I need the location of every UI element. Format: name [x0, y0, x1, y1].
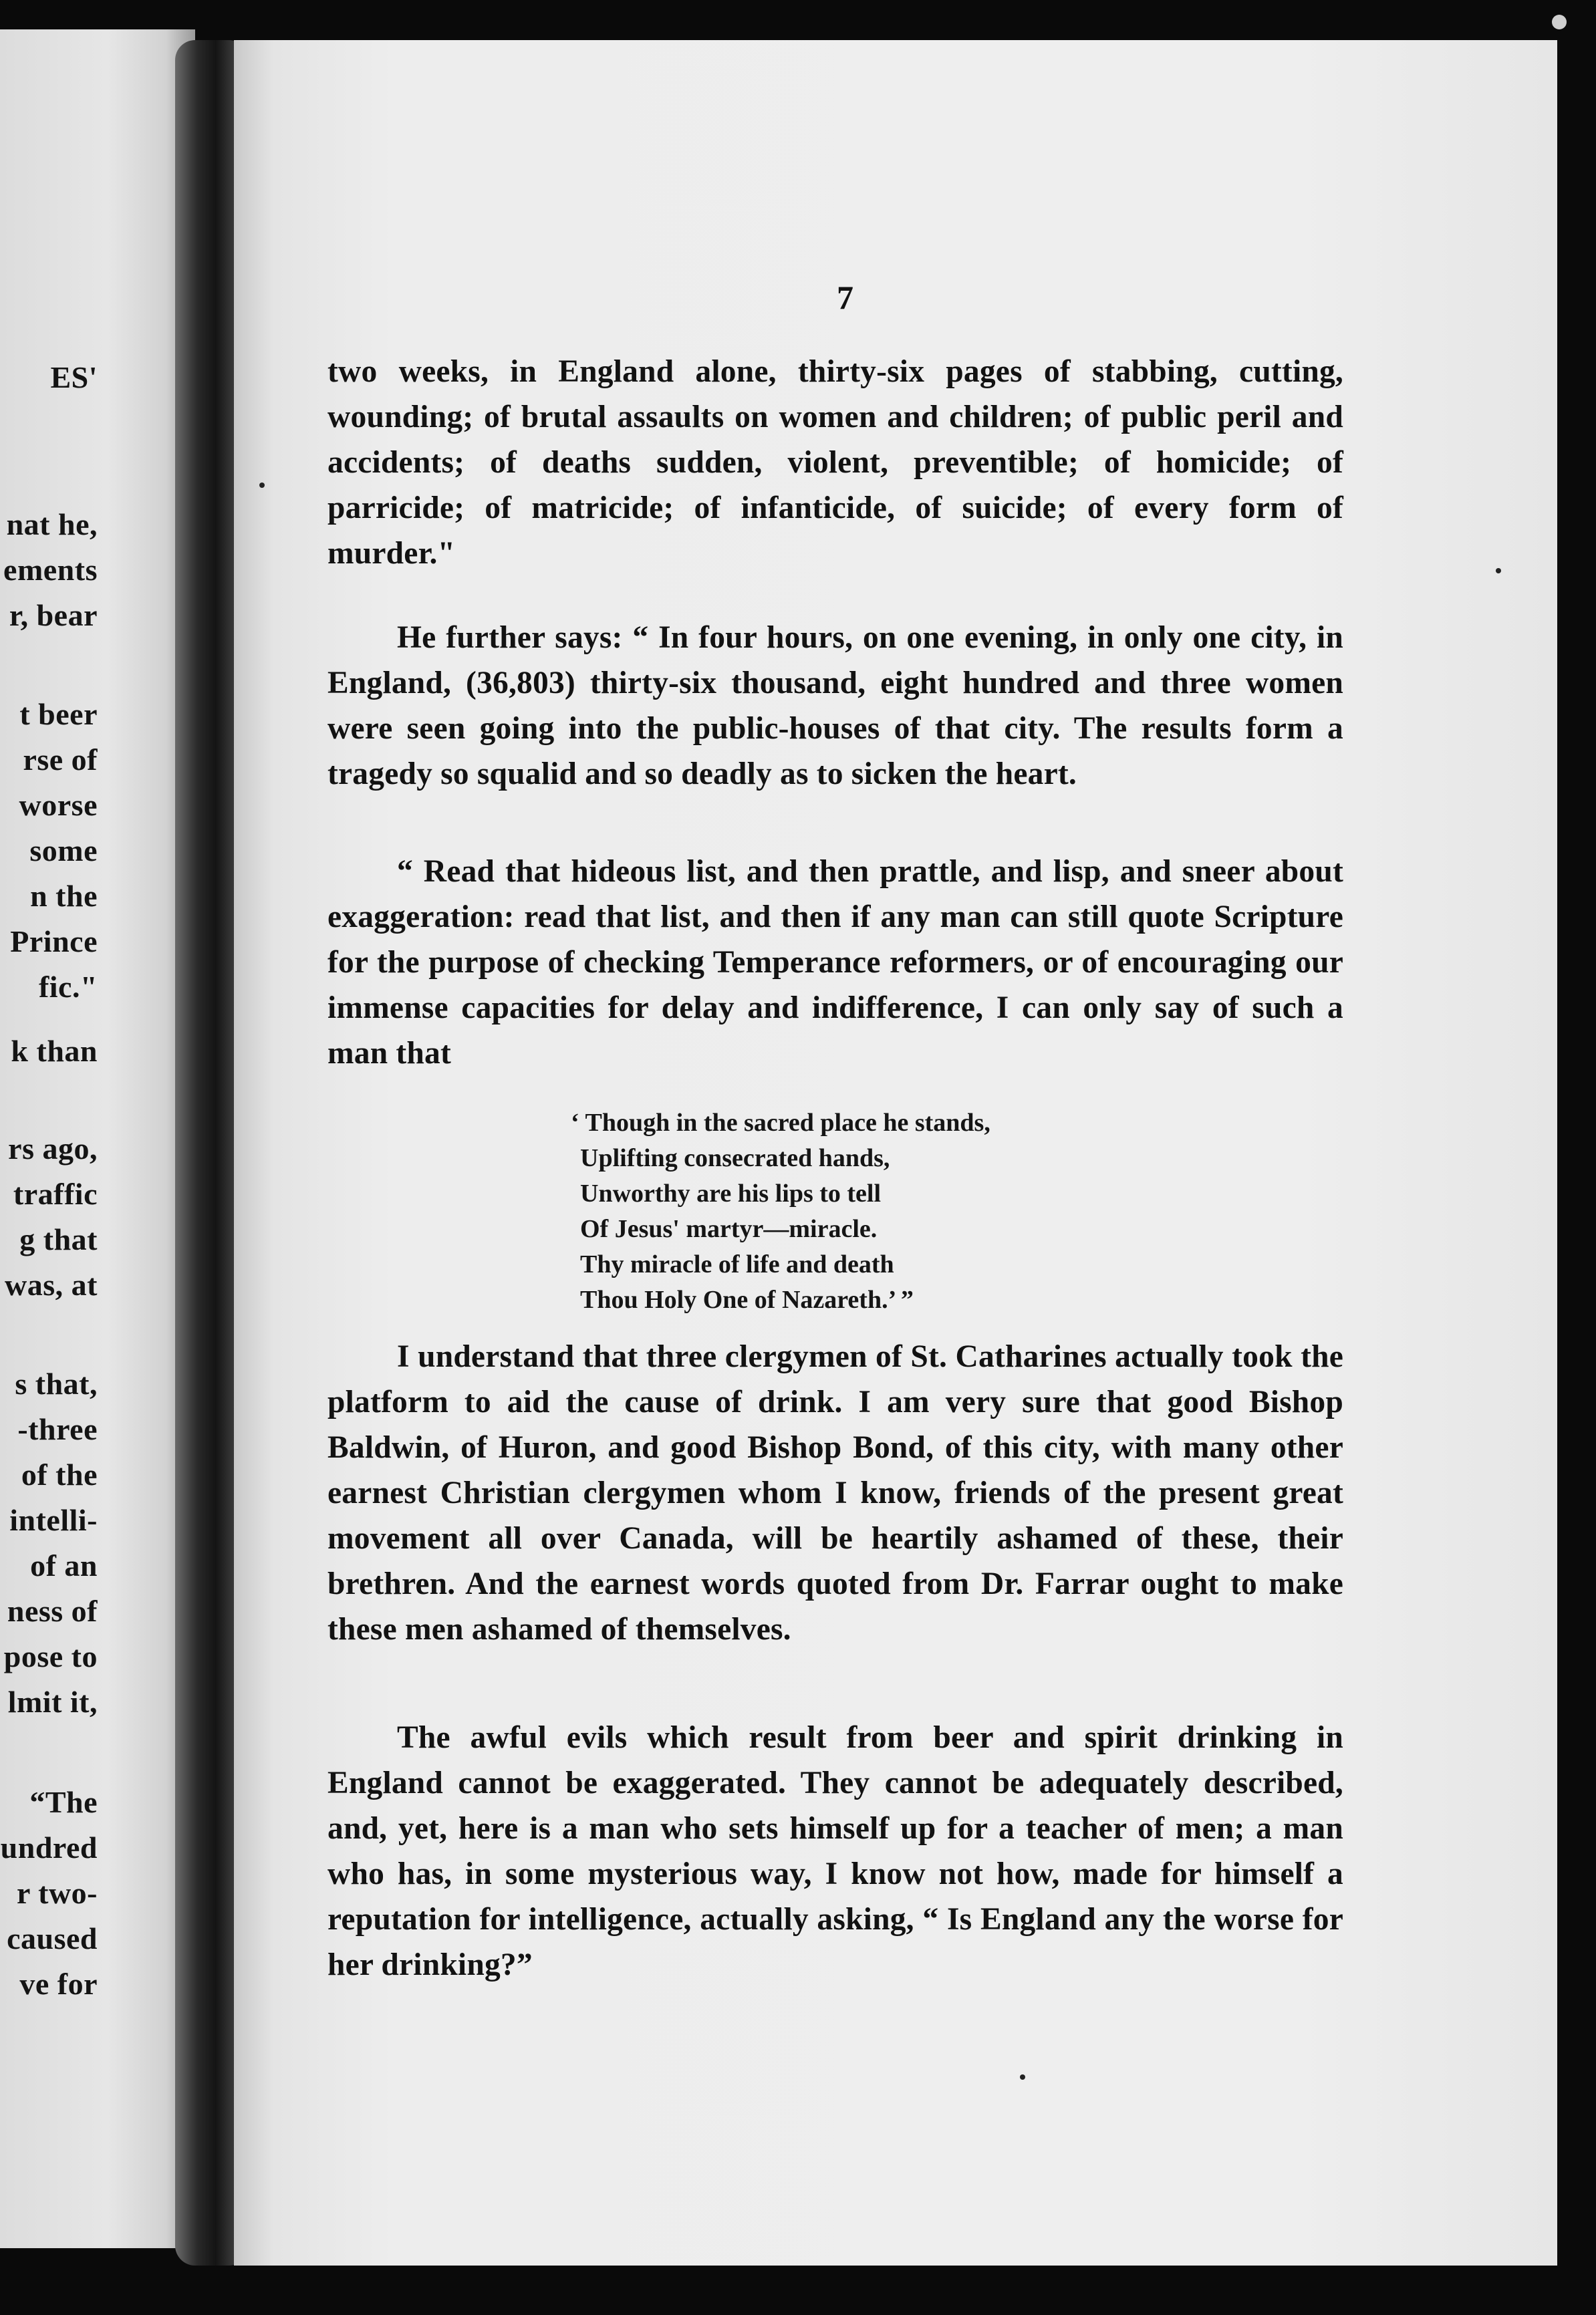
left-page-line: r two-	[17, 1876, 98, 1910]
left-page-line: undred	[0, 1830, 98, 1865]
left-page-line: caused	[7, 1921, 98, 1955]
paragraph-clergymen: I understand that three clergymen of St. Catharines actually took the platform to aid the cause of drink. I am very sure that good Bishop Baldwin, of Huron, and good Bishop Bond, of this city, with many other earnest Christian clergymen whom I know, friends of the present great movement all over Canada, will be heartily ashamed of these, their brethren. And the earnest words quoted from Dr. Farrar ought to make these men ashamed of themselves.	[327, 1339, 1343, 1647]
verse-line: Thy miracle of life and death	[580, 1250, 894, 1278]
left-page-line: n the	[30, 879, 98, 913]
left-page-line: t beer	[19, 697, 98, 731]
left-page-line: lmit it,	[7, 1685, 98, 1719]
left-page-line: ve for	[19, 1967, 98, 2001]
left-page-line: s that,	[15, 1367, 98, 1401]
facing-page-left	[0, 29, 195, 2248]
paragraph-continuation: two weeks, in England alone, thirty-six pages of stabbing, cutting, wounding; of brutal assaults on women and children; of public peril and accidents; of deaths sudden, violent, preventible; of homicide; of parricide; of matricide; of infanticide, of suicide; of every form of murder."	[327, 354, 1343, 571]
left-page-line: k than	[11, 1034, 98, 1068]
left-page-line: of the	[21, 1458, 98, 1492]
left-page-line: r, bear	[9, 598, 98, 632]
scan-corner-mark	[1552, 15, 1567, 29]
quoted-verse	[571, 1105, 990, 1318]
print-speck	[1496, 568, 1501, 573]
left-page-line: nat he,	[6, 507, 98, 541]
left-page-line: of an	[30, 1548, 98, 1583]
paragraph-hideous-list: “ Read that hideous list, and then prattle, and lisp, and sneer about exaggeration: read that list, and then if any man can still quote Scripture for the purpose of checking Temperance reformers, or of encouraging our immense capacities for delay and indifference, I can only say of such a man that	[327, 854, 1343, 1071]
left-page-line: rse of	[23, 742, 98, 777]
print-speck	[259, 483, 265, 488]
verse-line: Thou Holy One of Nazareth.’ ”	[580, 1286, 914, 1314]
verse-line: Unworthy are his lips to tell	[580, 1180, 882, 1208]
left-page-line: intelli-	[9, 1503, 98, 1537]
verse-line: Of Jesus' martyr—miracle.	[580, 1215, 878, 1243]
paragraph-further-says: He further says: “ In four hours, on one evening, in only one city, in England, (36,803) thirty-six thousand, eight hundred and three women were seen going into the public-houses of that city. The results form a tragedy so squalid and so deadly as to sicken the heart.	[327, 620, 1343, 791]
left-page-line: worse	[19, 788, 98, 822]
paragraph-awful-evils: The awful evils which result from beer and spirit drinking in England cannot be exaggerated. They cannot be adequately described, and, yet, here is a man who sets himself up for a teacher of men; a man who has, in some mysterious way, I know not how, made for himself a reputation for intelligence, actually asking, “ Is England any the worse for her drinking?”	[327, 1720, 1343, 1982]
left-page-line: rs ago,	[8, 1131, 98, 1166]
left-page-line: traffic	[13, 1177, 98, 1211]
left-page-line: Prince	[10, 924, 98, 958]
left-page-line: fic."	[38, 970, 98, 1004]
print-speck	[1020, 2074, 1025, 2080]
left-page-line: ements	[3, 553, 98, 587]
page-number: 7	[837, 279, 853, 316]
left-page-line: “The	[29, 1785, 98, 1819]
left-page-line: pose to	[3, 1639, 98, 1673]
verse-line: Uplifting consecrated hands,	[580, 1144, 890, 1172]
verse-line: ‘ Though in the sacred place he stands,	[571, 1109, 990, 1137]
left-page-line: ES'	[50, 360, 98, 394]
left-page-line: was, at	[5, 1268, 98, 1302]
left-page-line: some	[29, 833, 98, 867]
left-page-line: ness of	[7, 1594, 98, 1628]
left-page-line: g that	[19, 1222, 98, 1256]
left-page-line: -three	[17, 1412, 98, 1446]
